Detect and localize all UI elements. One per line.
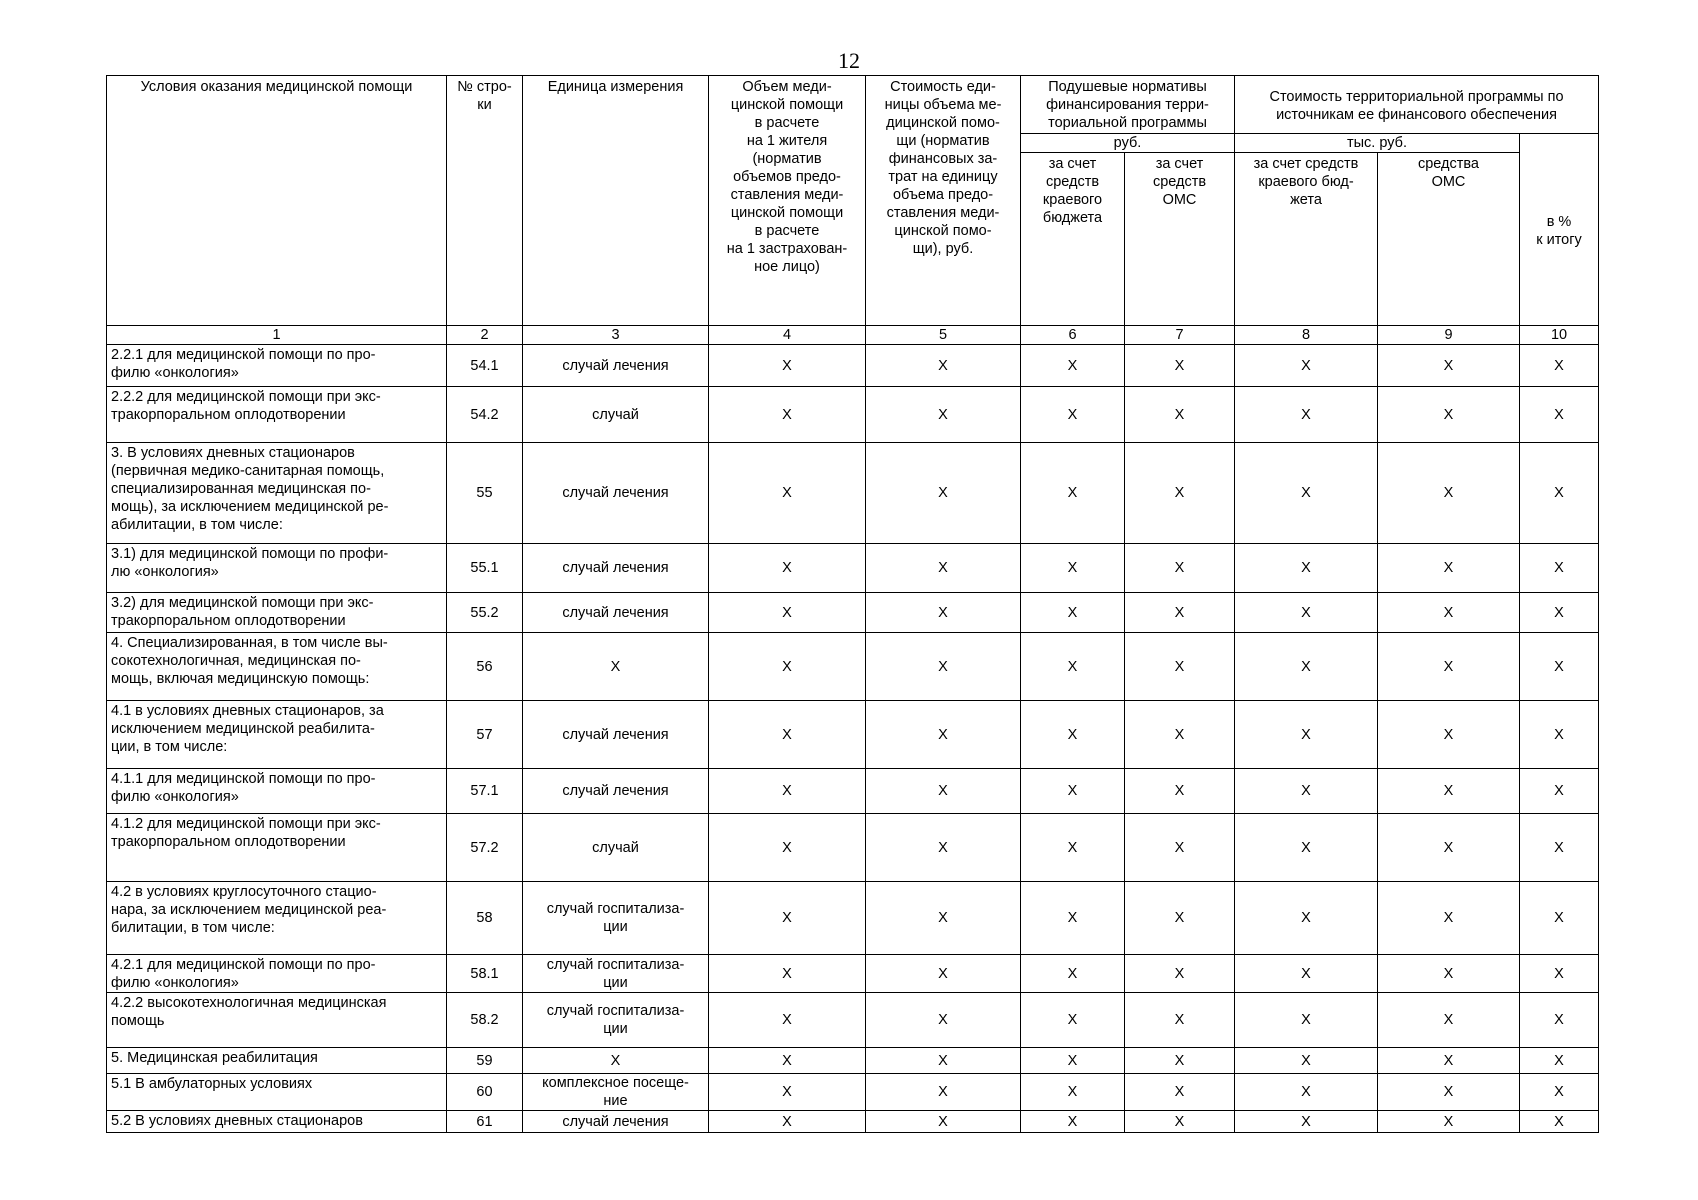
row-value-cell: X: [1235, 1111, 1378, 1133]
row-value-cell: X: [1520, 345, 1599, 387]
row-line-number: 61: [447, 1111, 523, 1133]
header-cost-oms: средства ОМС: [1378, 153, 1520, 326]
row-value-cell: X: [1125, 955, 1235, 993]
row-value-cell: X: [1125, 769, 1235, 814]
row-value-cell: X: [1125, 544, 1235, 593]
row-unit: случай лечения: [523, 1111, 709, 1133]
row-description: 4.2.2 высокотехнологичная медицинская помощь: [107, 993, 447, 1048]
row-description: 3.1) для медицинской помощи по профи- лю «онкология»: [107, 544, 447, 593]
table-row: [107, 633, 1599, 701]
row-value-cell: X: [1520, 1074, 1599, 1111]
row-value-cell: X: [1378, 593, 1520, 633]
column-number: 10: [1520, 326, 1599, 345]
column-number: 6: [1021, 326, 1125, 345]
row-line-number: 55.2: [447, 593, 523, 633]
column-number: 4: [709, 326, 866, 345]
row-value-cell: X: [866, 993, 1021, 1048]
row-description: 3.2) для медицинской помощи при экс- тракорпоральном оплодотворении: [107, 593, 447, 633]
row-value-cell: X: [866, 701, 1021, 769]
row-value-cell: X: [1021, 345, 1125, 387]
row-line-number: 57: [447, 701, 523, 769]
row-value-cell: X: [1378, 769, 1520, 814]
row-unit: X: [523, 633, 709, 701]
row-unit: X: [523, 1048, 709, 1074]
row-value-cell: X: [1235, 955, 1378, 993]
header-unit: Единица измерения: [523, 76, 709, 326]
row-value-cell: X: [709, 814, 866, 882]
row-value-cell: X: [1235, 633, 1378, 701]
row-value-cell: X: [1021, 701, 1125, 769]
header-per-capita-regional: за счет средств краевого бюджета: [1021, 153, 1125, 326]
column-number: 9: [1378, 326, 1520, 345]
row-description: 2.2.2 для медицинской помощи при экс- тракорпоральном оплодотворении: [107, 387, 447, 443]
row-value-cell: X: [1378, 443, 1520, 544]
row-value-cell: X: [1125, 593, 1235, 633]
row-value-cell: X: [1520, 544, 1599, 593]
row-value-cell: X: [1378, 814, 1520, 882]
row-line-number: 54.2: [447, 387, 523, 443]
row-value-cell: X: [1520, 1048, 1599, 1074]
header-cost-regional: за счет средств краевого бюд- жета: [1235, 153, 1378, 326]
row-description: 5.2 В условиях дневных стационаров: [107, 1111, 447, 1133]
table-row: [107, 882, 1599, 955]
row-value-cell: X: [1235, 882, 1378, 955]
row-value-cell: X: [1520, 633, 1599, 701]
row-value-cell: X: [1125, 1111, 1235, 1133]
row-value-cell: X: [866, 544, 1021, 593]
row-line-number: 55: [447, 443, 523, 544]
row-value-cell: X: [866, 387, 1021, 443]
column-number: 8: [1235, 326, 1378, 345]
row-value-cell: X: [1125, 633, 1235, 701]
page-number: 12: [838, 48, 860, 73]
row-value-cell: X: [709, 1048, 866, 1074]
row-value-cell: X: [1520, 882, 1599, 955]
row-value-cell: X: [709, 387, 866, 443]
row-value-cell: X: [1520, 993, 1599, 1048]
row-value-cell: X: [1520, 1111, 1599, 1133]
row-value-cell: X: [1235, 993, 1378, 1048]
row-line-number: 57.1: [447, 769, 523, 814]
row-value-cell: X: [866, 882, 1021, 955]
row-unit: случай лечения: [523, 769, 709, 814]
row-value-cell: X: [709, 769, 866, 814]
row-value-cell: X: [866, 345, 1021, 387]
table-row: [107, 1074, 1599, 1111]
row-description: 4.2.1 для медицинской помощи по про- филю «онкология»: [107, 955, 447, 993]
row-value-cell: X: [1520, 443, 1599, 544]
table-row: [107, 345, 1599, 387]
header-line-number: № стро- ки: [447, 76, 523, 326]
row-value-cell: X: [1235, 544, 1378, 593]
header-per-capita: Подушевые нормативы финансирования терри- ториальной программы: [1021, 76, 1235, 134]
row-value-cell: X: [1378, 387, 1520, 443]
row-value-cell: X: [1378, 1074, 1520, 1111]
row-value-cell: X: [1520, 701, 1599, 769]
row-value-cell: X: [866, 1074, 1021, 1111]
row-unit: случай госпитализа- ции: [523, 993, 709, 1048]
header-conditions: Условия оказания медицинской помощи: [107, 76, 447, 326]
row-line-number: 57.2: [447, 814, 523, 882]
row-line-number: 59: [447, 1048, 523, 1074]
row-value-cell: X: [1021, 544, 1125, 593]
row-value-cell: X: [1125, 443, 1235, 544]
row-unit: случай лечения: [523, 701, 709, 769]
column-number: 2: [447, 326, 523, 345]
row-value-cell: X: [1520, 955, 1599, 993]
program-cost-table: [106, 75, 1599, 1133]
row-unit: случай: [523, 387, 709, 443]
row-value-cell: X: [709, 955, 866, 993]
row-value-cell: X: [709, 1074, 866, 1111]
row-value-cell: X: [1021, 1074, 1125, 1111]
row-value-cell: X: [709, 345, 866, 387]
row-value-cell: X: [1125, 701, 1235, 769]
row-value-cell: X: [1378, 633, 1520, 701]
row-description: 4.2 в условиях круглосуточного стацио- нара, за исключением медицинской реа- билитации, в том числе:: [107, 882, 447, 955]
column-number: 3: [523, 326, 709, 345]
row-line-number: 54.1: [447, 345, 523, 387]
row-description: 2.2.1 для медицинской помощи по про- филю «онкология»: [107, 345, 447, 387]
row-value-cell: X: [1125, 387, 1235, 443]
header-per-capita-oms: за счет средств ОМС: [1125, 153, 1235, 326]
header-unit-cost: Стоимость еди- ницы объема ме- дицинской помо- щи (норматив финансовых за- трат на единицу объема предо- ставления меди- цинской помо- щи), руб.: [866, 76, 1021, 326]
table-row: [107, 443, 1599, 544]
row-value-cell: X: [1378, 1048, 1520, 1074]
row-value-cell: X: [709, 993, 866, 1048]
row-value-cell: X: [1021, 1048, 1125, 1074]
row-value-cell: X: [1520, 593, 1599, 633]
row-value-cell: X: [1378, 701, 1520, 769]
table-row: [107, 544, 1599, 593]
row-value-cell: X: [1021, 633, 1125, 701]
row-description: 5.1 В амбулаторных условиях: [107, 1074, 447, 1111]
row-line-number: 60: [447, 1074, 523, 1111]
row-unit: случай лечения: [523, 345, 709, 387]
row-unit: случай лечения: [523, 593, 709, 633]
header-program-cost: Стоимость территориальной программы по источникам ее финансового обеспечения: [1235, 76, 1599, 134]
row-value-cell: X: [1235, 593, 1378, 633]
row-value-cell: X: [1021, 882, 1125, 955]
row-value-cell: X: [1021, 593, 1125, 633]
row-value-cell: X: [709, 544, 866, 593]
row-unit: случай госпитализа- ции: [523, 955, 709, 993]
row-unit: комплексное посеще- ние: [523, 1074, 709, 1111]
column-number-row: [107, 326, 1599, 345]
row-value-cell: X: [1021, 993, 1125, 1048]
row-value-cell: X: [709, 443, 866, 544]
row-value-cell: X: [1520, 387, 1599, 443]
row-line-number: 58.2: [447, 993, 523, 1048]
table-row: [107, 814, 1599, 882]
row-description: 4.1.2 для медицинской помощи при экс- тракорпоральном оплодотворении: [107, 814, 447, 882]
header-volume: Объем меди- цинской помощи в расчете на 1 жителя (норматив объемов предо- ставления меди- цинской помощи в расчете на 1 застрахован- ное лицо): [709, 76, 866, 326]
row-value-cell: X: [1378, 1111, 1520, 1133]
row-unit: случай лечения: [523, 443, 709, 544]
header-percent: в % к итогу: [1520, 134, 1599, 326]
row-value-cell: X: [1235, 814, 1378, 882]
row-line-number: 58.1: [447, 955, 523, 993]
row-line-number: 55.1: [447, 544, 523, 593]
row-value-cell: X: [709, 701, 866, 769]
row-value-cell: X: [1378, 882, 1520, 955]
row-value-cell: X: [866, 769, 1021, 814]
table-row: [107, 1111, 1599, 1133]
row-value-cell: X: [1125, 993, 1235, 1048]
row-value-cell: X: [866, 814, 1021, 882]
row-value-cell: X: [866, 593, 1021, 633]
row-value-cell: X: [1378, 955, 1520, 993]
row-value-cell: X: [1021, 387, 1125, 443]
table-row: [107, 701, 1599, 769]
table-row: [107, 1048, 1599, 1074]
table-row: [107, 955, 1599, 993]
row-line-number: 56: [447, 633, 523, 701]
row-line-number: 58: [447, 882, 523, 955]
row-value-cell: X: [709, 882, 866, 955]
header-thous-rub: тыс. руб.: [1235, 134, 1520, 153]
row-value-cell: X: [866, 633, 1021, 701]
row-value-cell: X: [866, 1048, 1021, 1074]
row-value-cell: X: [1021, 955, 1125, 993]
table-row: [107, 769, 1599, 814]
row-value-cell: X: [1378, 993, 1520, 1048]
row-value-cell: X: [1235, 769, 1378, 814]
row-value-cell: X: [1235, 1074, 1378, 1111]
row-value-cell: X: [1378, 544, 1520, 593]
row-value-cell: X: [1378, 345, 1520, 387]
row-value-cell: X: [1520, 814, 1599, 882]
row-value-cell: X: [1125, 1048, 1235, 1074]
row-value-cell: X: [1235, 1048, 1378, 1074]
table-body: [107, 326, 1599, 1133]
column-number: 5: [866, 326, 1021, 345]
row-description: 4.1.1 для медицинской помощи по про- филю «онкология»: [107, 769, 447, 814]
row-description: 4. Специализированная, в том числе вы- сокотехнологичная, медицинская по- мощь, включая медицинскую помощь:: [107, 633, 447, 701]
row-unit: случай госпитализа- ции: [523, 882, 709, 955]
table-row: [107, 387, 1599, 443]
table-row: [107, 993, 1599, 1048]
column-number: 7: [1125, 326, 1235, 345]
table-header: [107, 76, 1599, 326]
row-description: 4.1 в условиях дневных стационаров, за исключением медицинской реабилита- ции, в том числе:: [107, 701, 447, 769]
row-value-cell: X: [1021, 443, 1125, 544]
row-value-cell: X: [1021, 1111, 1125, 1133]
row-unit: случай лечения: [523, 544, 709, 593]
row-unit: случай: [523, 814, 709, 882]
row-value-cell: X: [1125, 345, 1235, 387]
row-value-cell: X: [866, 1111, 1021, 1133]
row-value-cell: X: [1235, 387, 1378, 443]
row-value-cell: X: [1235, 443, 1378, 544]
row-value-cell: X: [1021, 769, 1125, 814]
row-value-cell: X: [1520, 769, 1599, 814]
row-description: 3. В условиях дневных стационаров (первичная медико-санитарная помощь, специализированная медицинская по- мощь), за исключением медицинской ре- абилитации, в том числе:: [107, 443, 447, 544]
row-value-cell: X: [1125, 814, 1235, 882]
row-value-cell: X: [1235, 701, 1378, 769]
row-value-cell: X: [866, 955, 1021, 993]
row-value-cell: X: [1235, 345, 1378, 387]
table-row: [107, 593, 1599, 633]
row-value-cell: X: [709, 1111, 866, 1133]
header-rub: руб.: [1021, 134, 1235, 153]
row-value-cell: X: [1125, 882, 1235, 955]
row-value-cell: X: [1021, 814, 1125, 882]
row-value-cell: X: [709, 633, 866, 701]
row-value-cell: X: [709, 593, 866, 633]
column-number: 1: [107, 326, 447, 345]
row-value-cell: X: [1125, 1074, 1235, 1111]
row-value-cell: X: [866, 443, 1021, 544]
row-description: 5. Медицинская реабилитация: [107, 1048, 447, 1074]
